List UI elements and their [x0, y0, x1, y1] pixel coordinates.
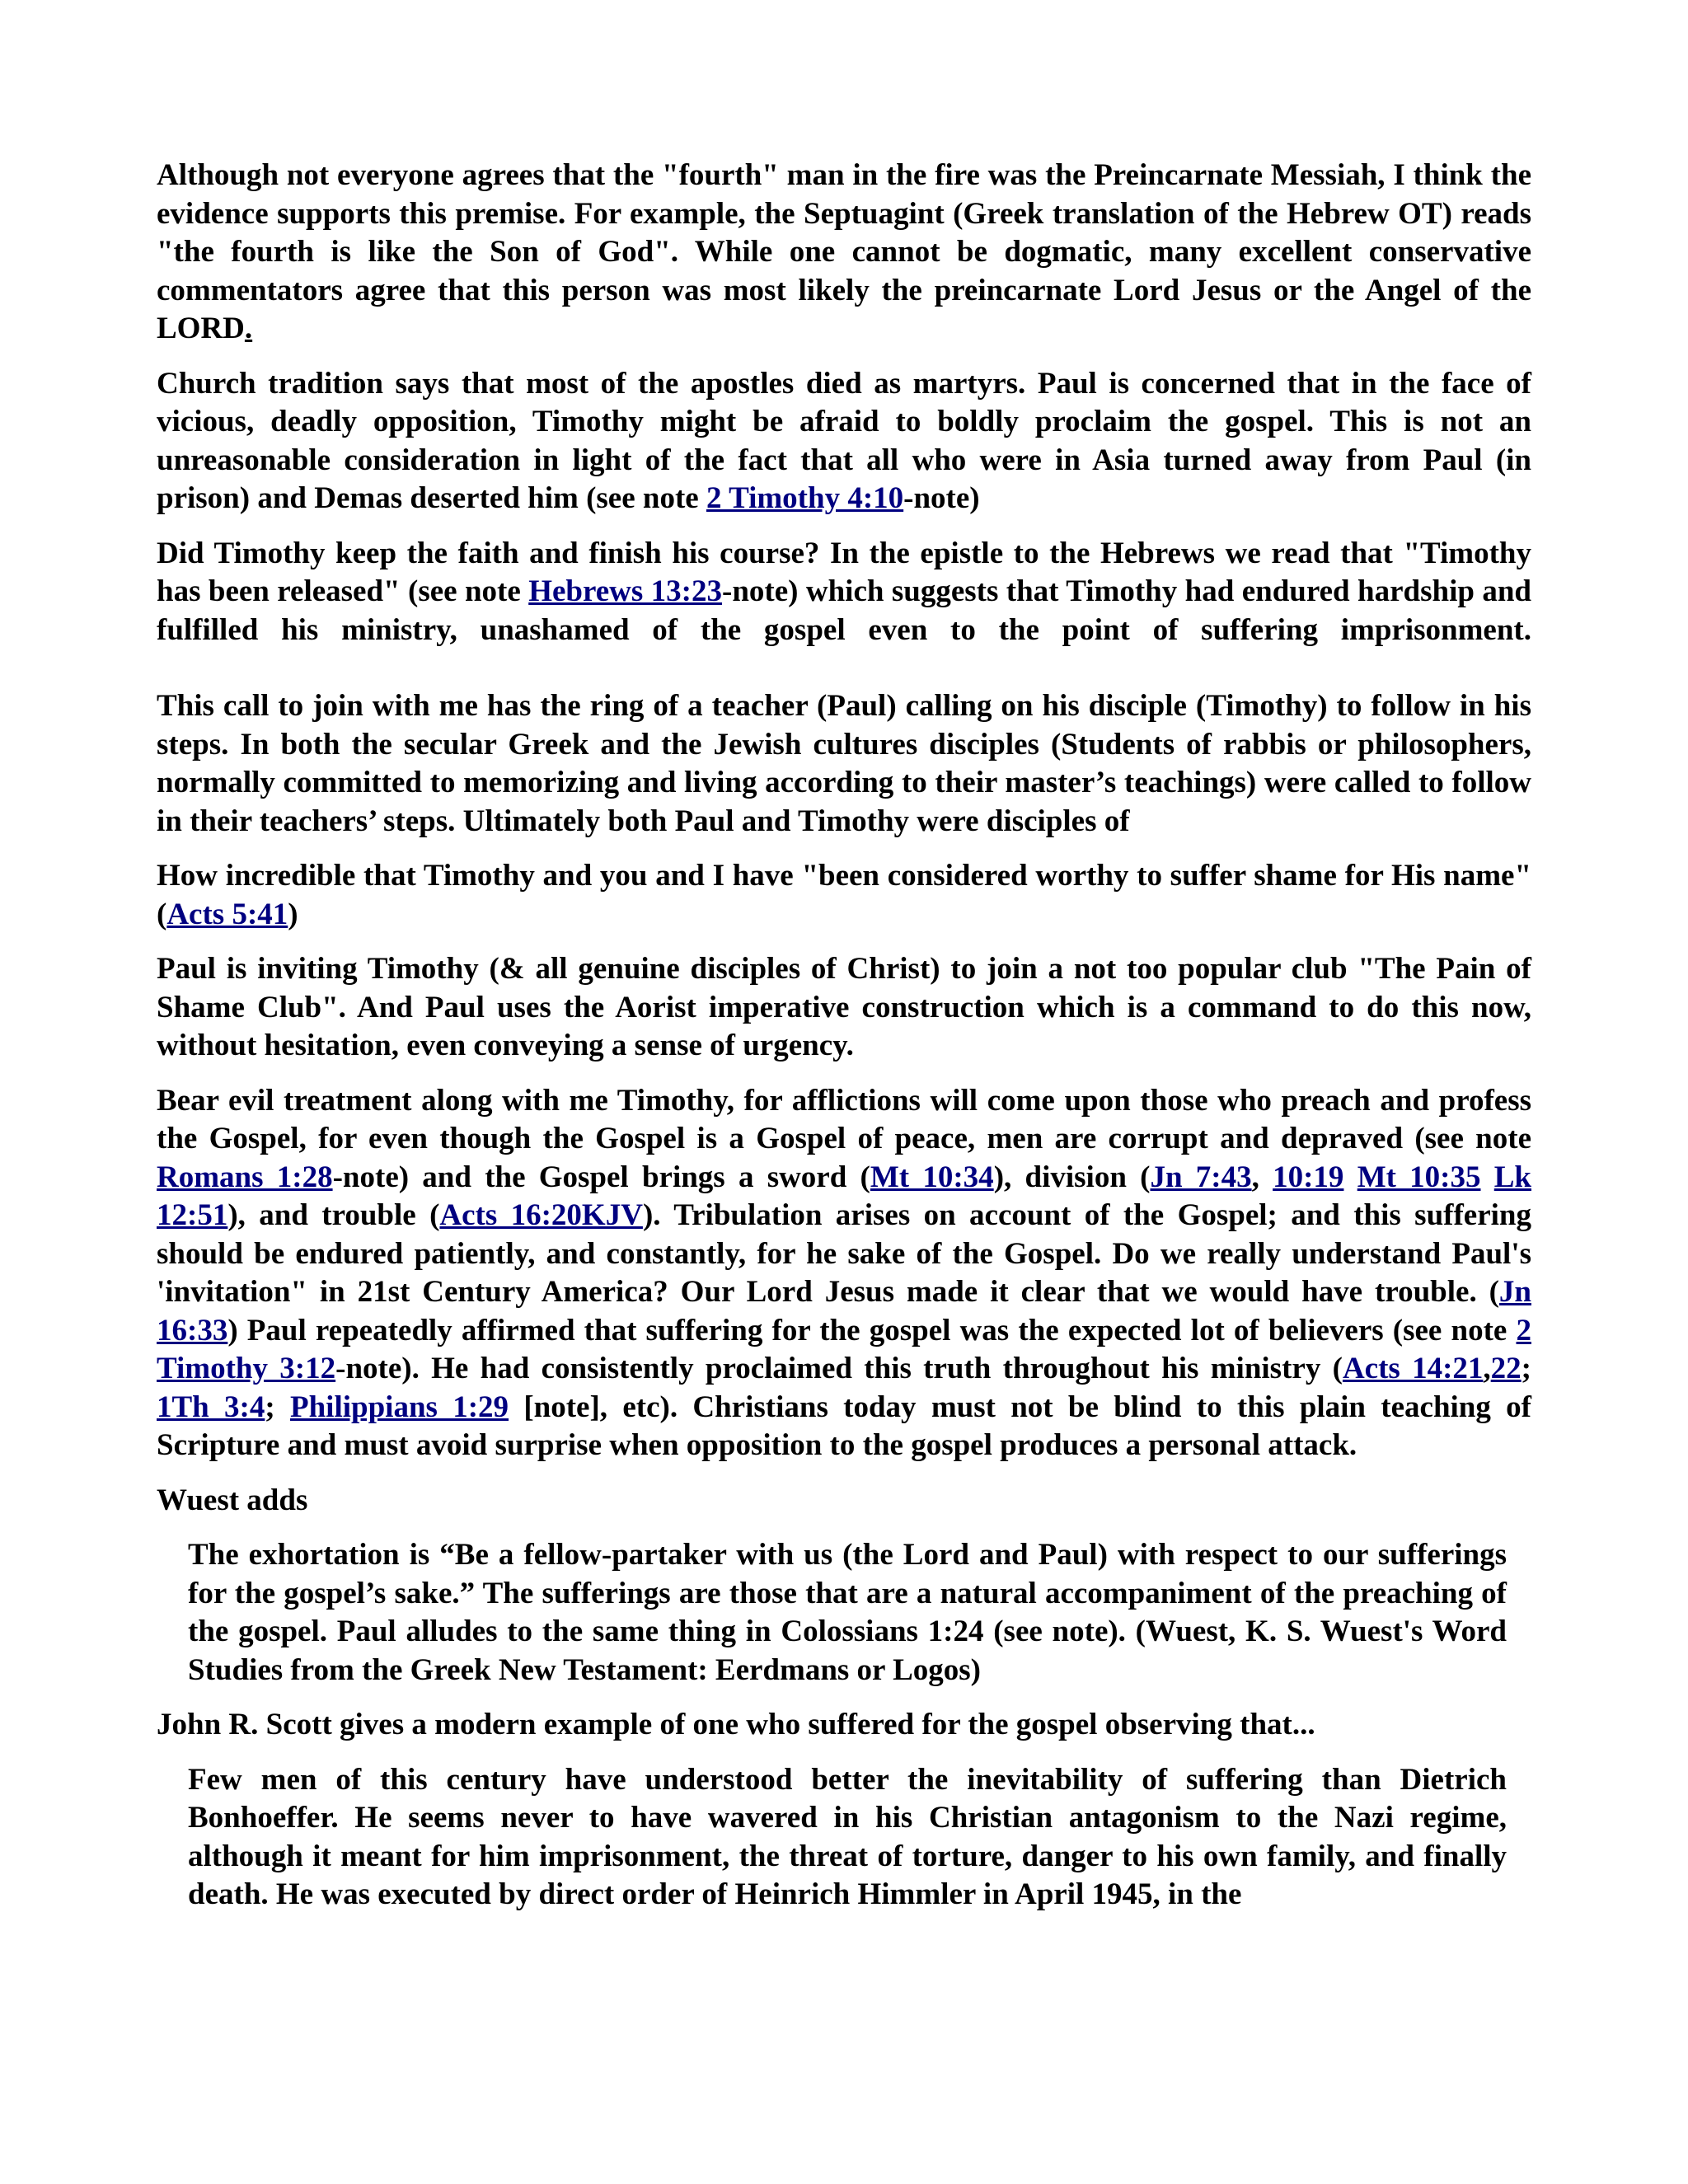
- link-lk-12-51[interactable]: Lk 12:51: [157, 1160, 1532, 1232]
- paragraph-wuest-adds: Wuest adds: [157, 1483, 308, 1517]
- paragraph-pain-of-shame: Paul is inviting Timothy (& all genuine disciples of Christ) to join a not too popular club "The Pain of Shame Club". And Paul uses the Aorist imperative construction which is a command to do this now, without hesitation, even conveying a sense of urgency.: [157, 952, 1531, 1062]
- quote-wuest: The exhortation is “Be a fellow-partaker with us (the Lord and Paul) with respect to our sufferings for the gospel’s sake.” The sufferings are those that are a natural accompaniment of the preaching of the gospel. Paul alludes to the same thing in Colossians 1:24 (see note). (Wuest, K. S. Wuest's Word Studies from the Greek New Testament: Eerdmans or Logos): [188, 1538, 1507, 1687]
- link-hebrews-13-23[interactable]: Hebrews 13:23: [528, 574, 723, 608]
- link-romans-1-28[interactable]: Romans 1:28: [157, 1160, 333, 1194]
- link-1th-3-4[interactable]: 1Th 3:4: [157, 1390, 265, 1424]
- link-jn-7-43[interactable]: Jn 7:43: [1150, 1160, 1252, 1194]
- link-mt-10-34[interactable]: Mt 10:34: [870, 1160, 994, 1194]
- paragraph-call-to-join: This call to join with me has the ring of a teacher (Paul) calling on his disciple (Timothy) to follow in his steps. In both the secular Greek and the Jewish cultures disciples (Students of rabbis or philosophers, normally committed to memorizing and living according to their master’s teachings) were called to follow in their teachers’ steps. Ultimately both Paul and Timothy were disciples of: [157, 689, 1531, 838]
- link-acts-5-41[interactable]: Acts 5:41: [166, 897, 288, 931]
- link-philippians-1-29[interactable]: Philippians 1:29: [290, 1390, 509, 1424]
- paragraph-fourth-man: Although not everyone agrees that the "fourth" man in the fire was the Preincarnate Messiah, I think the evidence supports this premise. For example, the Septuagint (Greek translation of the Hebrew OT) reads "the fourth is like the Son of God". While one cannot be dogmatic, many excellent conservative commentators agree that this person was most likely the preincarnate Lord Jesus or the Angel of the LORD.: [157, 158, 1531, 345]
- document-page: [157, 157, 1531, 1931]
- paragraph-church-tradition: Church tradition says that most of the apostles died as martyrs. Paul is concerned that in the face of vicious, deadly opposition, Timothy might be afraid to boldly proclaim the gospel. This is not an unreasonable consideration in light of the fact that all who were in Asia turned away from Paul (in prison) and Demas deserted him (see note 2 Timothy 4:10-note): [157, 366, 1531, 515]
- link-acts-16-20-kjv[interactable]: Acts 16:20KJV: [439, 1198, 643, 1232]
- paragraph-timothy-released: Did Timothy keep the faith and finish his course? In the epistle to the Hebrews we read that "Timothy has been released" (see note Hebrews 13:23-note) which suggests that Timothy had endured hardship and fulfilled his ministry, unashamed of the gospel even to the point of suffering imprisonment.: [157, 536, 1531, 647]
- link-2-timothy-3-12[interactable]: 2 Timothy 3:12: [157, 1313, 1531, 1385]
- link-acts-14-22[interactable]: 22: [1490, 1352, 1522, 1385]
- paragraph-john-scott: John R. Scott gives a modern example of one who suffered for the gospel observing that...: [157, 1708, 1315, 1741]
- paragraph-bear-evil-treatment: Bear evil treatment along with me Timothy, for afflictions will come upon those who preach and profess the Gospel, for even though the Gospel is a Gospel of peace, men are corrupt and depraved (see note Romans 1:28-note) and the Gospel brings a sword (Mt 10:34), division (Jn 7:43, 10:19 Mt 10:35 Lk 12:51), and trouble (Acts 16:20KJV). Tribulation arises on account of the Gospel; and this suffering should be endured patiently, and constantly, for he sake of the Gospel. Do we really understand Paul's 'invitation" in 21st Century America? Our Lord Jesus made it clear that we would have trouble. (Jn 16:33) Paul repeatedly affirmed that suffering for the gospel was the expected lot of believers (see note 2 Timothy 3:12-note). He had consistently proclaimed this truth throughout his ministry (Acts 14:21,22; 1Th 3:4; Philippians 1:29 [note], etc). Christians today must not be blind to this plain teaching of Scripture and must avoid surprise when opposition to the gospel produces a personal attack.: [157, 1083, 1532, 1462]
- underlined-period: .: [244, 312, 253, 345]
- link-mt-10-35[interactable]: Mt 10:35: [1357, 1160, 1481, 1194]
- link-2-timothy-4-10[interactable]: 2 Timothy 4:10: [706, 481, 904, 515]
- link-acts-14-21[interactable]: Acts 14:21: [1342, 1352, 1484, 1385]
- link-jn-10-19[interactable]: 10:19: [1273, 1160, 1344, 1194]
- link-jn-16-33[interactable]: Jn 16:33: [157, 1275, 1531, 1347]
- paragraph-how-incredible: How incredible that Timothy and you and I have "been considered worthy to suffer shame for His name" (Acts 5:41): [157, 859, 1531, 931]
- quote-bonhoeffer: Few men of this century have understood better the inevitability of suffering than Dietrich Bonhoeffer. He seems never to have wavered in his Christian antagonism to the Nazi regime, although it meant for him imprisonment, the threat of torture, danger to his own family, and finally death. He was executed by direct order of Heinrich Himmler in April 1945, in the: [188, 1762, 1507, 1911]
